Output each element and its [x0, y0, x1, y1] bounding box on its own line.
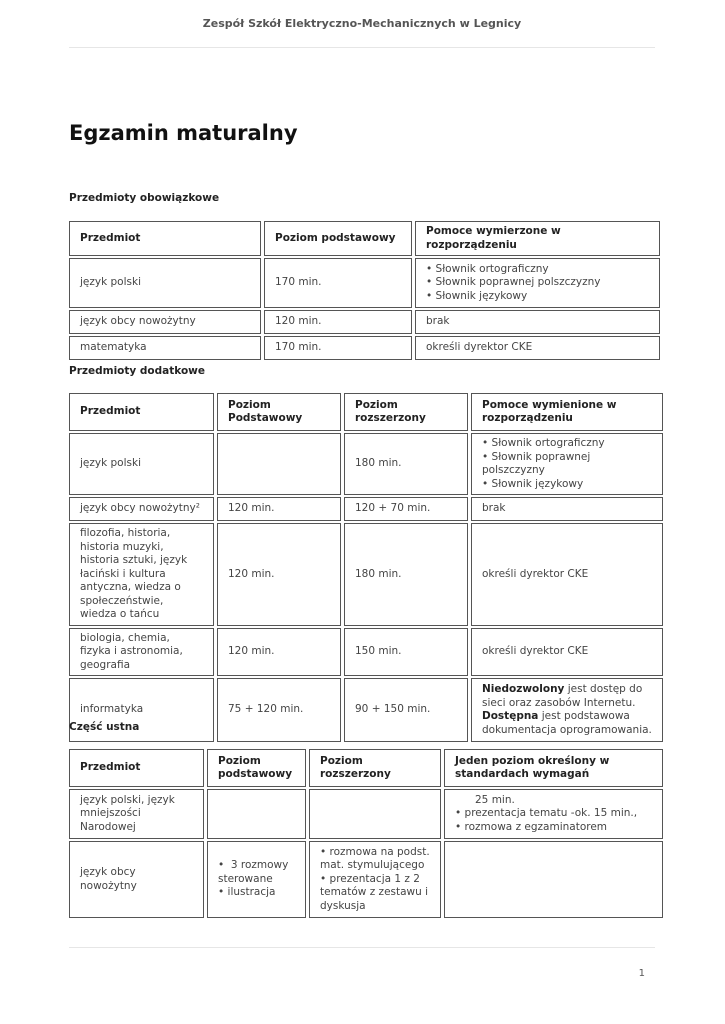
- list-item: • ilustracja: [218, 886, 299, 900]
- list-item: • Słownik ortograficzny: [426, 263, 649, 277]
- subject-cell: filozofia, historia, historia muzyki, historia sztuki, język łaciński i kultura antyczna, wiedza o społeczeństwie, wiedza o tańcu: [69, 523, 214, 626]
- table-row: [69, 433, 663, 495]
- list-item: • rozmowa na podst. mat. stymulującego: [320, 846, 430, 873]
- additional-subjects-table: [66, 391, 666, 744]
- table-row: [69, 628, 663, 677]
- aids-cell: [471, 433, 663, 495]
- section-heading-mandatory: Przedmioty obowiązkowe: [69, 192, 220, 204]
- one-level-list: [455, 807, 652, 834]
- list-item: • Słownik poprawnej polszczyzny: [426, 276, 649, 290]
- one-level-cell: [444, 841, 663, 918]
- extended-level-cell: 90 + 150 min.: [344, 678, 468, 742]
- basic-level-cell: 120 min.: [264, 310, 412, 334]
- one-level-cell: [444, 789, 663, 839]
- subject-cell: język polski: [69, 433, 214, 495]
- subject-cell: informatyka: [69, 678, 214, 742]
- footer-divider: [69, 947, 655, 948]
- column-header: Poziom rozszerzony: [309, 749, 441, 787]
- basic-level-cell: 120 min.: [217, 523, 341, 626]
- column-header: Jeden poziom określony w standardach wymagań: [444, 749, 663, 787]
- page-number: 1: [638, 968, 645, 979]
- extended-level-cell: 120 + 70 min.: [344, 497, 468, 521]
- list-item: • Słownik ortograficzny: [482, 437, 652, 451]
- table-row: [69, 841, 663, 918]
- subject-cell: matematyka: [69, 336, 261, 360]
- basic-level-cell: [207, 789, 306, 839]
- list-item: • prezentacja 1 z 2 tematów z zestawu i dyskusja: [320, 873, 430, 914]
- column-header: Pomoce wymierzone w rozporządzeniu: [415, 221, 660, 256]
- table-row: [69, 310, 660, 334]
- column-header: Poziom rozszerzony: [344, 393, 468, 431]
- basic-level-cell: [207, 841, 306, 918]
- extended-level-list: [320, 846, 430, 914]
- subject-cell: język obcy nowożytny: [69, 310, 261, 334]
- basic-level-cell: 170 min.: [264, 258, 412, 308]
- table-row: [69, 497, 663, 521]
- page-title: Egzamin maturalny: [69, 121, 298, 145]
- basic-level-cell: 120 min.: [217, 628, 341, 677]
- extended-level-cell: 180 min.: [344, 523, 468, 626]
- aids-cell: brak: [471, 497, 663, 521]
- list-item: • prezentacja tematu -ok. 15 min.,: [455, 807, 652, 821]
- extended-level-cell: 180 min.: [344, 433, 468, 495]
- aids-cell: [415, 258, 660, 308]
- extended-level-cell: [309, 841, 441, 918]
- list-item: • rozmowa z egzaminatorem: [455, 821, 652, 835]
- column-header: Przedmiot: [69, 393, 214, 431]
- subject-cell: biologia, chemia, fizyka i astronomia, geografia: [69, 628, 214, 677]
- subject-cell: język obcy nowożytny²: [69, 497, 214, 521]
- aids-cell: [471, 678, 663, 742]
- column-header: Pomoce wymienione w rozporządzeniu: [471, 393, 663, 431]
- table-row: [69, 258, 660, 308]
- table-header-row: [69, 393, 663, 431]
- school-name: Zespół Szkół Elektryczno-Mechanicznych w Legnicy: [202, 17, 522, 30]
- table-header-row: [69, 749, 663, 787]
- list-item: • Słownik językowy: [426, 290, 649, 304]
- column-header: Poziom podstawowy: [207, 749, 306, 787]
- subject-cell: język obcy nowożytny: [69, 841, 204, 918]
- basic-level-cell: [217, 433, 341, 495]
- aids-cell: określi dyrektor CKE: [471, 628, 663, 677]
- aids-list: [482, 437, 652, 491]
- basic-level-cell: 120 min.: [217, 497, 341, 521]
- section-heading-additional: Przedmioty dodatkowe: [69, 365, 205, 377]
- forbidden-label: Niedozwolony: [482, 683, 565, 695]
- forbidden-text: jest dostęp do sieci oraz zasobów Internetu.: [482, 683, 643, 709]
- extended-level-cell: 150 min.: [344, 628, 468, 677]
- extended-level-cell: [309, 789, 441, 839]
- basic-level-cell: 75 + 120 min.: [217, 678, 341, 742]
- column-header: Poziom Podstawowy: [217, 393, 341, 431]
- aids-cell: brak: [415, 310, 660, 334]
- section-heading-oral: Część ustna: [69, 721, 140, 733]
- mandatory-subjects-table: [66, 219, 663, 362]
- table-row: [69, 789, 663, 839]
- table-header-row: [69, 221, 660, 256]
- list-item: • Słownik językowy: [482, 478, 652, 492]
- list-item: • 3 rozmowy sterowane: [218, 859, 299, 886]
- list-item: • Słownik poprawnej polszczyzny: [482, 451, 652, 478]
- table-row: [69, 678, 663, 742]
- allowed-label: Dostępna: [482, 710, 539, 722]
- column-header: Przedmiot: [69, 221, 261, 256]
- column-header: Poziom podstawowy: [264, 221, 412, 256]
- page-header: [69, 0, 655, 48]
- aids-cell: określi dyrektor CKE: [415, 336, 660, 360]
- table-row: [69, 523, 663, 626]
- allowed-text: jest podstawowa dokumentacja oprogramowania.: [482, 710, 652, 736]
- table-row: [69, 336, 660, 360]
- duration-text: 25 min.: [475, 793, 515, 806]
- basic-level-cell: 170 min.: [264, 336, 412, 360]
- subject-cell: język polski, język mniejszości Narodowej: [69, 789, 204, 839]
- subject-cell: język polski: [69, 258, 261, 308]
- basic-level-list: [218, 859, 299, 900]
- column-header: Przedmiot: [69, 749, 204, 787]
- oral-exam-table: [66, 747, 666, 920]
- aids-list: [426, 263, 649, 304]
- aids-cell: określi dyrektor CKE: [471, 523, 663, 626]
